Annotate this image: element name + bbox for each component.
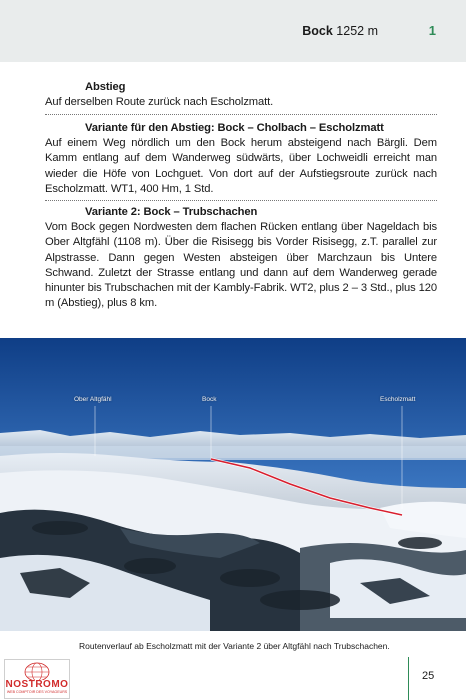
logo-tagline: WEB COMPTOIR DES VOYAGEURS — [6, 690, 68, 694]
section-variante-2 — [45, 205, 437, 311]
section-body: Auf derselben Route zurück nach Escholzmatt. — [45, 96, 274, 109]
section-body: Auf einem Weg nördlich um den Bock herum absteigend nach Bärgli. Dem Kamm entlang auf dem Wanderweg südwärts, über Lochweidli erreicht man wieder die Höfe von Lochguet. Von dort auf der Aufstiegsroute zurück nach Escholzmatt. WT1, 400 Hm, 1 Std. — [45, 137, 437, 195]
panorama-image — [0, 338, 466, 631]
page-number: 25 — [422, 670, 435, 682]
nostromo-logo — [4, 659, 70, 699]
panorama-photo — [0, 338, 466, 631]
dotted-divider — [45, 200, 437, 201]
photo-label-bock: Bock — [202, 396, 217, 403]
section-body: Vom Bock gegen Nordwesten dem flachen Rücken entlang über Nageldach bis Ober Altgfähl (1108 m). Über die Risisegg bis Vorder Risisegg, z.T. parallel zur Alpstrasse. Dann gegen Westen absteigen über Marchzaun bis Untere Schwand. Zuletzt der Strasse entlang und dann auf dem Wanderweg gerade hinunter bis Trubschachen mit der Kambly-Fabrik. WT2, plus 2 – 3 Std., plus 120 m (Abstieg), plus 8 km. — [45, 221, 437, 310]
logo-name: NOSTROMO — [5, 679, 69, 690]
section-heading: Variante 2: Bock – Trubschachen — [85, 206, 258, 218]
section-heading: Variante für den Abstieg: Bock – Cholbach – Escholzmatt — [85, 122, 384, 134]
section-abstieg — [45, 80, 437, 110]
photo-label-escholzmatt: Escholzmatt — [380, 396, 416, 403]
running-title-name: Bock — [302, 24, 333, 38]
dotted-divider — [45, 114, 437, 115]
section-variante-1 — [45, 121, 437, 197]
chapter-marker: 1 — [428, 23, 436, 38]
footer-divider — [408, 657, 409, 700]
page-header — [0, 0, 466, 62]
section-heading: Abstieg — [85, 81, 126, 93]
photo-caption: Routenverlauf ab Escholzmatt mit der Variante 2 über Altgfähl nach Trubschachen. — [79, 641, 390, 651]
globe-icon — [5, 660, 69, 680]
running-title — [302, 24, 378, 38]
photo-label-ober-altgfaehl: Ober Altgfähl — [74, 396, 112, 403]
running-title-altitude: 1252 m — [336, 24, 378, 38]
